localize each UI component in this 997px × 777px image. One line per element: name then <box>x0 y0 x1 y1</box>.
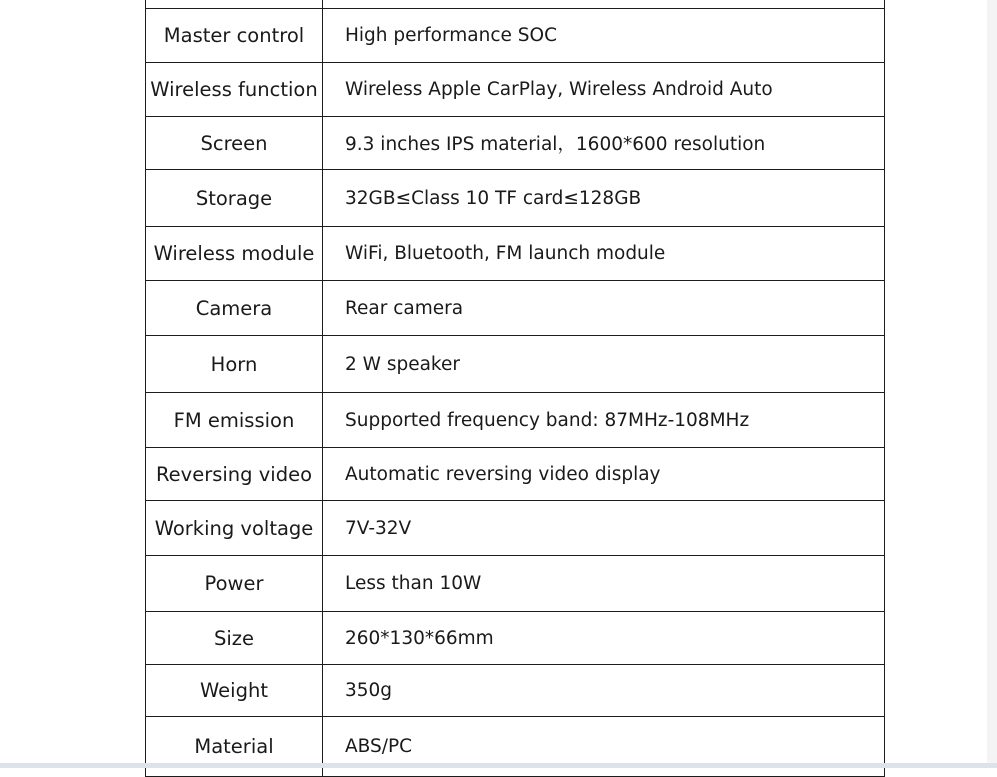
spec-value: Rear camera <box>323 281 885 336</box>
spec-label <box>146 0 323 9</box>
spec-label: Weight <box>146 665 323 717</box>
spec-value: 9.3 inches IPS material，1600*600 resolution <box>323 117 885 170</box>
spec-label: Horn <box>146 336 323 393</box>
spec-label: Wireless module <box>146 227 323 281</box>
table-row <box>146 336 885 393</box>
spec-label: Material <box>146 717 323 777</box>
spec-value <box>323 0 885 9</box>
spec-label: Storage <box>146 170 323 227</box>
spec-label: Screen <box>146 117 323 170</box>
table-row <box>146 9 885 63</box>
table-row <box>146 556 885 612</box>
table-row <box>146 393 885 448</box>
spec-label: Size <box>146 612 323 665</box>
spec-value: High performance SOC <box>323 9 885 63</box>
spec-label: Power <box>146 556 323 612</box>
spec-label: Wireless function <box>146 63 323 117</box>
spec-value: Wireless Apple CarPlay, Wireless Android Auto <box>323 63 885 117</box>
table-row <box>146 501 885 556</box>
spec-value: Less than 10W <box>323 556 885 612</box>
table-row <box>146 117 885 170</box>
table-row <box>146 170 885 227</box>
spec-label: Working voltage <box>146 501 323 556</box>
spec-value: 350g <box>323 665 885 717</box>
scrollbar-track[interactable] <box>987 0 997 768</box>
spec-value: ABS/PC <box>323 717 885 777</box>
specifications-table <box>145 0 885 777</box>
spec-value: 2 W speaker <box>323 336 885 393</box>
spec-value: 7V-32V <box>323 501 885 556</box>
spec-label: Master control <box>146 9 323 63</box>
spec-label: Camera <box>146 281 323 336</box>
spec-value: 32GB≤Class 10 TF card≤128GB <box>323 170 885 227</box>
spec-value: Automatic reversing video display <box>323 448 885 501</box>
table-row <box>146 665 885 717</box>
table-row <box>146 63 885 117</box>
spec-value: Supported frequency band: 87MHz-108MHz <box>323 393 885 448</box>
bottom-bar <box>0 763 997 768</box>
spec-value: WiFi, Bluetooth, FM launch module <box>323 227 885 281</box>
spec-label: Reversing video <box>146 448 323 501</box>
table-row <box>146 281 885 336</box>
spec-value: 260*130*66mm <box>323 612 885 665</box>
table-row <box>146 612 885 665</box>
table-row <box>146 0 885 9</box>
spec-label: FM emission <box>146 393 323 448</box>
table-row <box>146 227 885 281</box>
table-row <box>146 448 885 501</box>
